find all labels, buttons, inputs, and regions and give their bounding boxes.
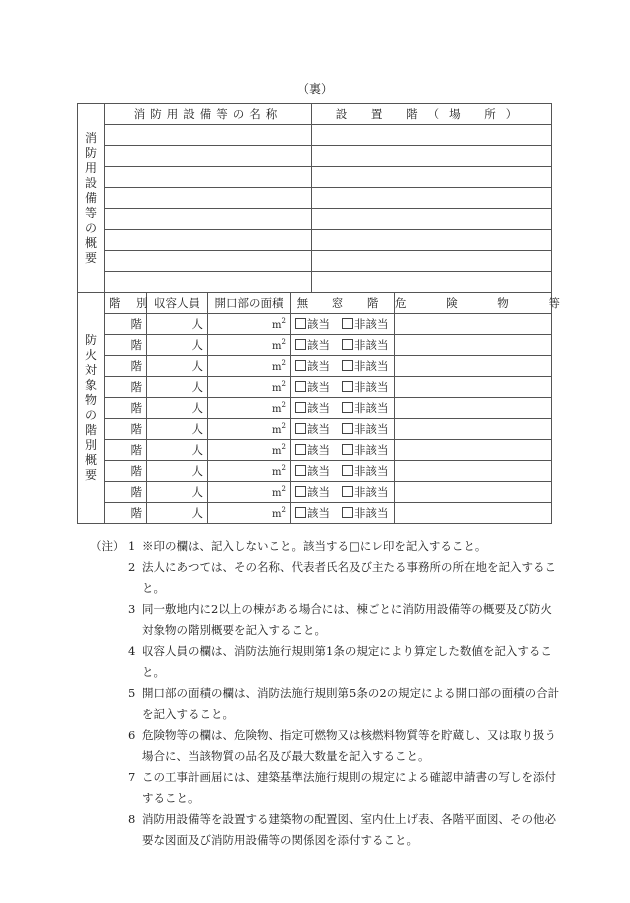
opening-area-cell[interactable] — [208, 398, 291, 419]
note-text: 収容人員の欄は、消防法施行規則第1条の規定により算定した数値を記入すること。 — [142, 644, 552, 679]
floor-unit: 階 — [130, 401, 142, 415]
note-number: 6 — [128, 728, 136, 742]
capacity-cell[interactable] — [147, 461, 208, 482]
floor-row — [78, 377, 552, 398]
opening-area-cell[interactable] — [208, 419, 291, 440]
floor-unit: 階 — [130, 338, 142, 352]
hazardous-cell[interactable] — [395, 335, 552, 356]
install-floor-cell[interactable] — [312, 230, 552, 251]
checkbox-not-applicable[interactable] — [342, 423, 353, 434]
equipment-row — [78, 209, 552, 230]
area-unit: m — [272, 383, 282, 394]
floor-unit: 階 — [130, 443, 142, 457]
area-unit: m — [272, 341, 282, 352]
install-floor-cell[interactable] — [312, 146, 552, 167]
page-title: （裏） — [296, 82, 333, 96]
checkbox-not-applicable[interactable] — [342, 507, 353, 518]
floor-unit: 階 — [130, 359, 142, 373]
checkbox-not-applicable[interactable] — [342, 402, 353, 413]
equipment-row — [78, 251, 552, 272]
checkbox-not-applicable[interactable] — [342, 339, 353, 350]
windowless-cell — [291, 482, 395, 503]
checkbox-not-applicable[interactable] — [342, 444, 353, 455]
floor-cell[interactable] — [105, 314, 147, 335]
area-unit-superscript: 2 — [281, 443, 286, 452]
capacity-cell[interactable] — [147, 314, 208, 335]
label-applicable: 該当 — [307, 464, 330, 478]
note-text: 消防用設備等を設置する建築物の配置図、室内仕上げ表、各階平面図、その他必要な図面及び消防用設備等の関係図を添付すること。 — [142, 812, 556, 847]
equipment-name-cell[interactable] — [105, 146, 312, 167]
floor-row — [78, 461, 552, 482]
floor-row — [78, 482, 552, 503]
hazardous-cell[interactable] — [395, 377, 552, 398]
equipment-label-char: 消 — [84, 130, 97, 145]
opening-area-cell[interactable] — [208, 503, 291, 524]
equipment-row — [78, 188, 552, 209]
label-not-applicable: 非該当 — [354, 422, 389, 436]
floor-section-label — [78, 293, 105, 524]
capacity-cell[interactable] — [147, 398, 208, 419]
floor-cell[interactable] — [105, 461, 147, 482]
area-unit-superscript: 2 — [281, 485, 286, 494]
label-applicable: 該当 — [307, 380, 330, 394]
equipment-row — [78, 167, 552, 188]
capacity-cell[interactable] — [147, 356, 208, 377]
person-unit: 人 — [191, 380, 203, 394]
equipment-label-char: 等 — [84, 205, 97, 220]
person-unit: 人 — [191, 506, 203, 520]
opening-area-cell[interactable] — [208, 440, 291, 461]
floor-row — [78, 419, 552, 440]
floor-label-char: 概 — [84, 453, 97, 467]
hazardous-cell[interactable] — [395, 314, 552, 335]
equipment-header-row — [78, 104, 552, 125]
area-unit: m — [272, 467, 282, 478]
floor-unit: 階 — [130, 422, 142, 436]
notes-list — [90, 536, 560, 851]
floor-row — [78, 314, 552, 335]
equipment-label-char: 要 — [84, 250, 97, 265]
notes-heading: （注） — [90, 539, 125, 553]
area-unit: m — [272, 488, 282, 499]
windowless-cell — [291, 314, 395, 335]
checkbox-not-applicable[interactable] — [342, 360, 353, 371]
opening-area-cell[interactable] — [208, 461, 291, 482]
person-unit: 人 — [191, 443, 203, 457]
opening-area-cell[interactable] — [208, 335, 291, 356]
hazardous-cell[interactable] — [395, 419, 552, 440]
floor-label-char: 火 — [84, 348, 97, 362]
equipment-label-char: 用 — [84, 160, 97, 175]
checkbox-not-applicable[interactable] — [342, 318, 353, 329]
floor-label-char: 防 — [84, 333, 97, 347]
floor-unit: 階 — [130, 317, 142, 331]
equipment-label-char: 概 — [84, 235, 97, 250]
floor-cell[interactable] — [105, 482, 147, 503]
note-text: ※印の欄は、記入しないこと。該当する□にレ印を記入すること。 — [142, 539, 487, 553]
floor-cell[interactable] — [105, 356, 147, 377]
windowless-cell — [291, 461, 395, 482]
floor-cell[interactable] — [105, 335, 147, 356]
windowless-cell — [291, 356, 395, 377]
area-unit: m — [272, 425, 282, 436]
label-not-applicable: 非該当 — [354, 464, 389, 478]
label-not-applicable: 非該当 — [354, 359, 389, 373]
area-unit-superscript: 2 — [281, 338, 286, 347]
capacity-cell[interactable] — [147, 377, 208, 398]
checkbox-applicable[interactable] — [295, 318, 306, 329]
floor-label-char: 対 — [84, 363, 97, 377]
windowless-cell — [291, 398, 395, 419]
note-number: 1 — [128, 539, 136, 553]
area-unit: m — [272, 362, 282, 373]
capacity-cell[interactable] — [147, 419, 208, 440]
person-unit: 人 — [191, 422, 203, 436]
label-applicable: 該当 — [307, 317, 330, 331]
capacity-cell[interactable] — [147, 503, 208, 524]
area-unit-superscript: 2 — [281, 401, 286, 410]
hazardous-cell[interactable] — [395, 461, 552, 482]
opening-area-cell[interactable] — [208, 356, 291, 377]
label-not-applicable: 非該当 — [354, 401, 389, 415]
equipment-name-cell[interactable] — [105, 188, 312, 209]
checkbox-applicable[interactable] — [295, 444, 306, 455]
floor-unit: 階 — [130, 380, 142, 394]
floor-label-char: 物 — [84, 393, 97, 407]
install-floor-cell[interactable] — [312, 188, 552, 209]
person-unit: 人 — [191, 317, 203, 331]
hazardous-cell[interactable] — [395, 356, 552, 377]
note-item — [90, 557, 560, 599]
note-text: 法人にあつては、その名称、代表者氏名及び主たる事務所の所在地を記入すること。 — [142, 560, 556, 595]
note-item — [90, 725, 560, 767]
windowless-cell — [291, 377, 395, 398]
person-unit: 人 — [191, 338, 203, 352]
checkbox-applicable[interactable] — [295, 423, 306, 434]
hazardous-cell[interactable] — [395, 482, 552, 503]
note-number: 4 — [128, 644, 136, 658]
equipment-label-char: 設 — [84, 175, 97, 190]
equipment-label-char: 防 — [84, 145, 97, 160]
checkbox-applicable[interactable] — [295, 381, 306, 392]
header-hazardous: 危 険 物 等 — [395, 293, 552, 314]
note-number: 5 — [128, 686, 136, 700]
checkbox-applicable[interactable] — [295, 465, 306, 476]
equipment-row — [78, 146, 552, 167]
area-unit-superscript: 2 — [281, 359, 286, 368]
windowless-cell — [291, 419, 395, 440]
area-unit-superscript: 2 — [281, 380, 286, 389]
header-equipment-name: 消防用設備等の名称 — [105, 104, 312, 125]
hazardous-cell[interactable] — [395, 503, 552, 524]
note-item — [90, 683, 560, 725]
floor-unit: 階 — [130, 506, 142, 520]
note-text: 危険物等の欄は、危険物、指定可燃物又は核燃料物質等を貯蔵し、又は取り扱う場合に、当該物質の品名及び最大数量を記入すること。 — [142, 728, 556, 763]
equipment-row — [78, 230, 552, 251]
equipment-name-cell[interactable] — [105, 167, 312, 188]
opening-area-cell[interactable] — [208, 314, 291, 335]
install-floor-cell[interactable] — [312, 209, 552, 230]
equipment-summary-table — [77, 103, 552, 293]
note-text: 同一敷地内に2以上の棟がある場合には、棟ごとに消防用設備等の概要及び防火対象物の階別概要を記入すること。 — [142, 602, 552, 637]
equipment-label-char: 備 — [84, 190, 97, 205]
note-number: 7 — [128, 770, 136, 784]
capacity-cell[interactable] — [147, 440, 208, 461]
floor-label-char: 要 — [84, 468, 97, 482]
person-unit: 人 — [191, 359, 203, 373]
equipment-section-label — [78, 104, 105, 293]
area-unit-superscript: 2 — [281, 317, 286, 326]
note-item — [90, 536, 560, 557]
header-floor: 階 別 — [105, 293, 147, 314]
equipment-row — [78, 272, 552, 293]
floor-label-char: 別 — [84, 438, 97, 452]
note-number: 8 — [128, 812, 136, 826]
checkbox-applicable[interactable] — [295, 360, 306, 371]
area-unit-superscript: 2 — [281, 506, 286, 515]
floor-row — [78, 335, 552, 356]
area-unit-superscript: 2 — [281, 464, 286, 473]
note-item — [90, 641, 560, 683]
checkbox-applicable[interactable] — [295, 339, 306, 350]
label-applicable: 該当 — [307, 359, 330, 373]
floor-cell[interactable] — [105, 377, 147, 398]
windowless-cell — [291, 335, 395, 356]
label-not-applicable: 非該当 — [354, 443, 389, 457]
floor-row — [78, 356, 552, 377]
equipment-name-cell[interactable] — [105, 125, 312, 146]
area-unit-superscript: 2 — [281, 422, 286, 431]
note-number: 3 — [128, 602, 136, 616]
label-not-applicable: 非該当 — [354, 506, 389, 520]
label-applicable: 該当 — [307, 506, 330, 520]
label-applicable: 該当 — [307, 485, 330, 499]
area-unit: m — [272, 404, 282, 415]
label-not-applicable: 非該当 — [354, 317, 389, 331]
equipment-name-cell[interactable] — [105, 272, 312, 293]
floor-row — [78, 440, 552, 461]
person-unit: 人 — [191, 464, 203, 478]
note-text: この工事計画届には、建築基準法施行規則の規定による確認申請書の写しを添付すること。 — [142, 770, 556, 805]
floor-row — [78, 398, 552, 419]
equipment-label-char: の — [84, 220, 97, 235]
label-not-applicable: 非該当 — [354, 380, 389, 394]
note-number: 2 — [128, 560, 136, 574]
equipment-name-cell[interactable] — [105, 251, 312, 272]
opening-area-cell[interactable] — [208, 377, 291, 398]
hazardous-cell[interactable] — [395, 398, 552, 419]
label-applicable: 該当 — [307, 338, 330, 352]
checkbox-not-applicable[interactable] — [342, 465, 353, 476]
floor-summary-table — [77, 292, 578, 524]
area-unit: m — [272, 446, 282, 457]
floor-row — [78, 503, 552, 524]
label-not-applicable: 非該当 — [354, 338, 389, 352]
checkbox-applicable[interactable] — [295, 486, 306, 497]
note-item — [90, 809, 560, 851]
area-unit: m — [272, 509, 282, 520]
install-floor-cell[interactable] — [312, 251, 552, 272]
note-item — [90, 599, 560, 641]
header-opening-area: 開口部の面積 — [208, 293, 291, 314]
capacity-cell[interactable] — [147, 482, 208, 503]
floor-unit: 階 — [130, 464, 142, 478]
hazardous-cell[interactable] — [395, 440, 552, 461]
header-install-floor: 設 置 階（場 所） — [312, 104, 552, 125]
header-windowless: 無 窓 階 — [291, 293, 395, 314]
equipment-row — [78, 125, 552, 146]
label-applicable: 該当 — [307, 401, 330, 415]
opening-area-cell[interactable] — [208, 482, 291, 503]
floor-cell[interactable] — [105, 503, 147, 524]
floor-header-row — [78, 293, 552, 314]
person-unit: 人 — [191, 485, 203, 499]
notes-section — [90, 536, 560, 851]
install-floor-cell[interactable] — [312, 167, 552, 188]
floor-cell[interactable] — [105, 398, 147, 419]
checkbox-applicable[interactable] — [295, 402, 306, 413]
install-floor-cell[interactable] — [312, 125, 552, 146]
label-applicable: 該当 — [307, 422, 330, 436]
equipment-name-cell[interactable] — [105, 209, 312, 230]
checkbox-applicable[interactable] — [295, 507, 306, 518]
note-item — [90, 767, 560, 809]
floor-label-char: 象 — [84, 378, 97, 392]
checkbox-not-applicable[interactable] — [342, 486, 353, 497]
person-unit: 人 — [191, 401, 203, 415]
windowless-cell — [291, 503, 395, 524]
floor-unit: 階 — [130, 485, 142, 499]
checkbox-not-applicable[interactable] — [342, 381, 353, 392]
install-floor-cell[interactable] — [312, 272, 552, 293]
floor-cell[interactable] — [105, 440, 147, 461]
windowless-cell — [291, 440, 395, 461]
floor-label-char: 階 — [84, 423, 97, 437]
capacity-cell[interactable] — [147, 335, 208, 356]
label-not-applicable: 非該当 — [354, 485, 389, 499]
floor-cell[interactable] — [105, 419, 147, 440]
header-capacity: 収容人員 — [147, 293, 208, 314]
label-applicable: 該当 — [307, 443, 330, 457]
area-unit: m — [272, 320, 282, 331]
note-text: 開口部の面積の欄は、消防法施行規則第5条の2の規定による開口部の面積の合計を記入すること。 — [142, 686, 560, 721]
equipment-name-cell[interactable] — [105, 230, 312, 251]
floor-label-char: の — [84, 408, 97, 422]
